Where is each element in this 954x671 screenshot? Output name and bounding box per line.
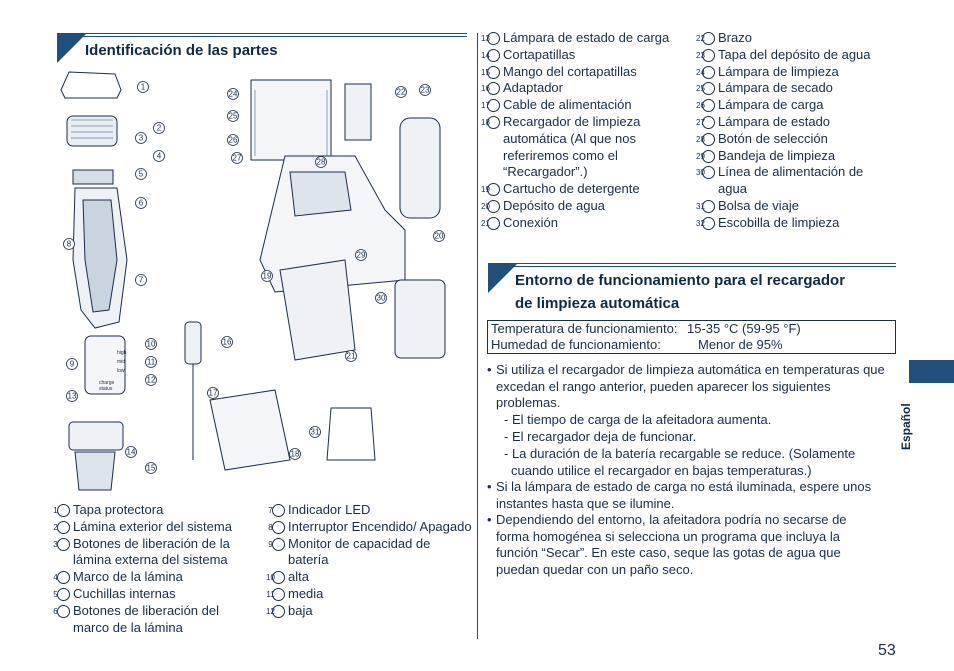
trimmer-drawing bbox=[69, 422, 123, 450]
parts-legend-col3 bbox=[481, 30, 692, 232]
water-tank-cover-drawing bbox=[400, 118, 440, 218]
item-text: Interruptor Encendido/ Apagado bbox=[288, 518, 472, 534]
env-title-line1: Entorno de funcionamiento para el recargador bbox=[515, 272, 846, 289]
callout-6: 6 bbox=[138, 198, 144, 208]
legend-item bbox=[53, 535, 257, 570]
item-number: 16 bbox=[487, 82, 500, 95]
item-text: Bolsa de viaje bbox=[718, 197, 799, 213]
item-number: 30 bbox=[702, 166, 715, 179]
env-sub-2: - El recargador deja de funcionar. bbox=[504, 429, 697, 444]
item-number: 29 bbox=[702, 150, 715, 163]
item-text: Brazo bbox=[718, 30, 752, 45]
env-sub-3: - La duración de la batería recargable se reduce. (Solamente cuando utilice el recargador en bajas temperaturas.) bbox=[504, 446, 856, 478]
legend-item bbox=[696, 164, 888, 198]
water-tank-drawing bbox=[395, 280, 445, 358]
env-paragraph-3: Dependiendo del entorno, la afeitadora podría no secarse de forma homogénea si selecciona un programa que incluya la función “Secar”. En este caso, seque las gotas de agua que puedan quedar con un paño seco. bbox=[496, 512, 847, 577]
legend-item bbox=[481, 197, 692, 215]
section-title-parts: Identificación de las partes bbox=[85, 42, 278, 59]
column-divider bbox=[477, 33, 478, 639]
item-number: 5 bbox=[57, 588, 70, 601]
callout-22: 22 bbox=[396, 87, 406, 97]
item-number: 19 bbox=[487, 183, 500, 196]
table-row bbox=[488, 321, 896, 338]
callout-7: 7 bbox=[138, 275, 144, 285]
item-number: 12 bbox=[272, 605, 285, 618]
item-text: Lámpara de limpieza bbox=[718, 63, 839, 79]
item-number: 9 bbox=[272, 538, 285, 551]
item-number: 25 bbox=[702, 82, 715, 95]
page-number: 53 bbox=[878, 642, 896, 659]
bullet-dot: • bbox=[487, 512, 492, 527]
adapter-drawing bbox=[185, 322, 201, 364]
parts-legend-col4 bbox=[696, 30, 887, 232]
led-label-mid: mid bbox=[117, 359, 126, 365]
callout-11: 11 bbox=[146, 357, 156, 367]
item-number: 31 bbox=[702, 200, 715, 213]
protective-cap-drawing bbox=[61, 72, 121, 98]
item-text: Bandeja de limpieza bbox=[718, 147, 836, 163]
temp-value: 15-35 °C (59-95 °F) bbox=[687, 321, 801, 336]
legend-item bbox=[696, 46, 887, 64]
item-text: alta bbox=[288, 569, 309, 585]
humidity-label: Humedad de funcionamiento: bbox=[491, 337, 661, 352]
callout-3: 3 bbox=[138, 133, 144, 143]
language-label: Español bbox=[899, 403, 913, 450]
legend-item bbox=[696, 30, 887, 47]
small-charger-drawing bbox=[210, 390, 290, 470]
item-number: 24 bbox=[702, 66, 715, 79]
item-text: Indicador LED bbox=[288, 502, 371, 517]
legend-item bbox=[481, 214, 692, 232]
item-number: 2 bbox=[57, 521, 70, 534]
item-text: Botones de liberación de la lámina externa del sistema bbox=[73, 535, 230, 568]
callout-30: 30 bbox=[376, 293, 386, 303]
callout-5: 5 bbox=[138, 169, 144, 179]
item-text: Lámpara de carga bbox=[718, 97, 824, 113]
left-header-rule-2 bbox=[57, 36, 467, 37]
item-text: Botones de liberación del marco de la lámina bbox=[73, 602, 219, 635]
led-label-low: low bbox=[117, 368, 125, 374]
cartridge-drawing bbox=[280, 260, 355, 360]
item-text: Recargador de limpieza automática (Al que nos referiremos como el “Recargador”.) bbox=[503, 113, 641, 180]
item-text: Línea de alimentación de agua bbox=[718, 164, 864, 197]
legend-item bbox=[481, 46, 692, 64]
item-number: 4 bbox=[57, 571, 70, 584]
callout-21: 21 bbox=[346, 351, 356, 361]
inner-blades-drawing bbox=[73, 170, 113, 184]
temp-label: Temperatura de funcionamiento: bbox=[491, 321, 678, 336]
item-text: Cable de alimentación bbox=[503, 97, 632, 113]
callout-9: 9 bbox=[69, 359, 75, 369]
item-text: Lámpara de estado de carga bbox=[503, 30, 670, 45]
humidity-value: Menor de 95% bbox=[698, 337, 783, 352]
item-text: Lámina exterior del sistema bbox=[73, 518, 232, 534]
arm-drawing bbox=[345, 84, 371, 140]
legend-item bbox=[696, 97, 887, 114]
legend-item bbox=[481, 30, 692, 47]
trimmer-handle-drawing bbox=[75, 452, 115, 490]
legend-item bbox=[53, 602, 257, 637]
callout-25: 25 bbox=[228, 111, 238, 121]
item-number: 14 bbox=[487, 49, 500, 62]
callout-1: 1 bbox=[140, 82, 146, 92]
callout-20: 20 bbox=[434, 231, 444, 241]
legend-item bbox=[266, 585, 472, 603]
item-text: Cuchillas internas bbox=[73, 585, 176, 601]
item-number: 8 bbox=[272, 521, 285, 534]
item-text: Tapa protectora bbox=[73, 502, 164, 517]
callout-16: 16 bbox=[222, 337, 232, 347]
legend-item bbox=[696, 80, 887, 97]
callout-4: 4 bbox=[156, 151, 162, 161]
travel-pouch-drawing bbox=[327, 408, 375, 460]
legend-item bbox=[53, 585, 257, 603]
item-number: 15 bbox=[487, 66, 500, 79]
item-text: Botón de selección bbox=[718, 130, 828, 146]
parts-legend-col1 bbox=[53, 502, 257, 636]
item-number: 6 bbox=[57, 605, 70, 618]
callout-2: 2 bbox=[156, 123, 162, 133]
item-number: 27 bbox=[702, 116, 715, 129]
callout-12: 12 bbox=[146, 375, 156, 385]
callout-13: 13 bbox=[67, 391, 77, 401]
legend-item bbox=[53, 502, 257, 519]
item-number: 13 bbox=[487, 32, 500, 45]
legend-item bbox=[481, 97, 692, 114]
item-text: Lámpara de estado bbox=[718, 113, 831, 129]
callout-15: 15 bbox=[146, 463, 156, 473]
selection-button-drawing bbox=[290, 172, 351, 216]
item-text: Tapa del depósito de agua bbox=[718, 46, 871, 62]
item-text: Cartucho de detergente bbox=[503, 181, 640, 197]
item-number: 17 bbox=[487, 99, 500, 112]
legend-item bbox=[266, 569, 472, 586]
led-label-status: status bbox=[99, 386, 113, 392]
item-text: media bbox=[288, 585, 324, 601]
legend-item bbox=[481, 80, 692, 97]
callout-27: 27 bbox=[232, 153, 242, 163]
item-text: Depósito de agua bbox=[503, 197, 605, 213]
env-header-rule-2 bbox=[488, 266, 896, 267]
item-text: Conexión bbox=[503, 214, 558, 230]
item-number: 26 bbox=[702, 99, 715, 112]
env-title-line2: de limpieza automática bbox=[515, 295, 680, 312]
callout-17: 17 bbox=[208, 388, 218, 398]
legend-item bbox=[481, 181, 692, 198]
item-number: 23 bbox=[702, 49, 715, 62]
left-header-rule bbox=[57, 33, 467, 34]
env-header-triangle bbox=[488, 263, 518, 293]
item-number: 18 bbox=[487, 116, 500, 129]
env-paragraph-1: Si utiliza el recargador de limpieza automática en temperaturas que excedan el rango anterior, pueden aparecer los siguientes problemas. bbox=[496, 362, 885, 411]
legend-item bbox=[696, 214, 887, 232]
item-number: 11 bbox=[272, 588, 285, 601]
item-text: Escobilla de limpieza bbox=[718, 214, 840, 230]
callout-8: 8 bbox=[66, 239, 72, 249]
legend-item bbox=[481, 113, 668, 181]
legend-item bbox=[266, 602, 472, 620]
legend-item bbox=[53, 518, 257, 536]
legend-item bbox=[268, 502, 472, 519]
item-number: 28 bbox=[702, 133, 715, 146]
item-number: 22 bbox=[702, 32, 715, 45]
item-number: 21 bbox=[487, 217, 500, 230]
charger-lamps-drawing bbox=[251, 80, 331, 160]
callout-31: 31 bbox=[310, 427, 320, 437]
item-number: 7 bbox=[272, 504, 285, 517]
language-tab bbox=[909, 360, 954, 383]
callout-26: 26 bbox=[228, 135, 238, 145]
item-text: Monitor de capacidad de batería bbox=[288, 535, 431, 568]
legend-item bbox=[481, 63, 692, 81]
item-text: Marco de la lámina bbox=[73, 569, 183, 585]
legend-item bbox=[696, 197, 887, 215]
item-text: Adaptador bbox=[503, 80, 563, 96]
item-text: Lámpara de secado bbox=[718, 80, 833, 96]
item-number: 1 bbox=[57, 504, 70, 517]
led-label-charge: charge bbox=[99, 380, 115, 386]
bullet-dot: • bbox=[487, 479, 492, 494]
callout-18: 18 bbox=[290, 449, 300, 459]
env-sub-1: - El tiempo de carga de la afeitadora aumenta. bbox=[504, 412, 772, 427]
item-number: 20 bbox=[487, 200, 500, 213]
callout-10: 10 bbox=[146, 339, 156, 349]
bullet-dot: • bbox=[487, 362, 492, 377]
callout-24: 24 bbox=[228, 89, 238, 99]
legend-item bbox=[696, 63, 887, 81]
legend-item bbox=[53, 569, 257, 586]
callout-14: 14 bbox=[126, 447, 136, 457]
callout-23: 23 bbox=[420, 85, 430, 95]
item-text: Cortapatillas bbox=[503, 46, 576, 62]
env-paragraph-2: Si la lámpara de estado de carga no está iluminada, espere unos instantes hasta que se ilumine. bbox=[496, 479, 872, 511]
left-header-triangle bbox=[57, 33, 87, 63]
legend-item bbox=[696, 147, 887, 165]
callout-19: 19 bbox=[262, 271, 272, 281]
env-table bbox=[487, 320, 896, 354]
led-label-high: high bbox=[117, 350, 127, 356]
legend-item bbox=[268, 535, 472, 570]
callout-28: 28 bbox=[316, 157, 326, 167]
callout-29: 29 bbox=[356, 250, 366, 260]
item-text: baja bbox=[288, 602, 313, 618]
item-number: 10 bbox=[272, 571, 285, 584]
parts-legend-col2 bbox=[266, 502, 472, 620]
item-number: 32 bbox=[702, 217, 715, 230]
env-header-rule bbox=[488, 263, 896, 264]
legend-item bbox=[696, 113, 887, 131]
item-text: Mango del cortapatillas bbox=[503, 63, 637, 79]
table-row bbox=[488, 337, 896, 354]
item-number: 3 bbox=[57, 538, 70, 551]
legend-item bbox=[696, 130, 887, 148]
legend-item bbox=[268, 518, 472, 536]
parts-diagram bbox=[55, 60, 475, 500]
